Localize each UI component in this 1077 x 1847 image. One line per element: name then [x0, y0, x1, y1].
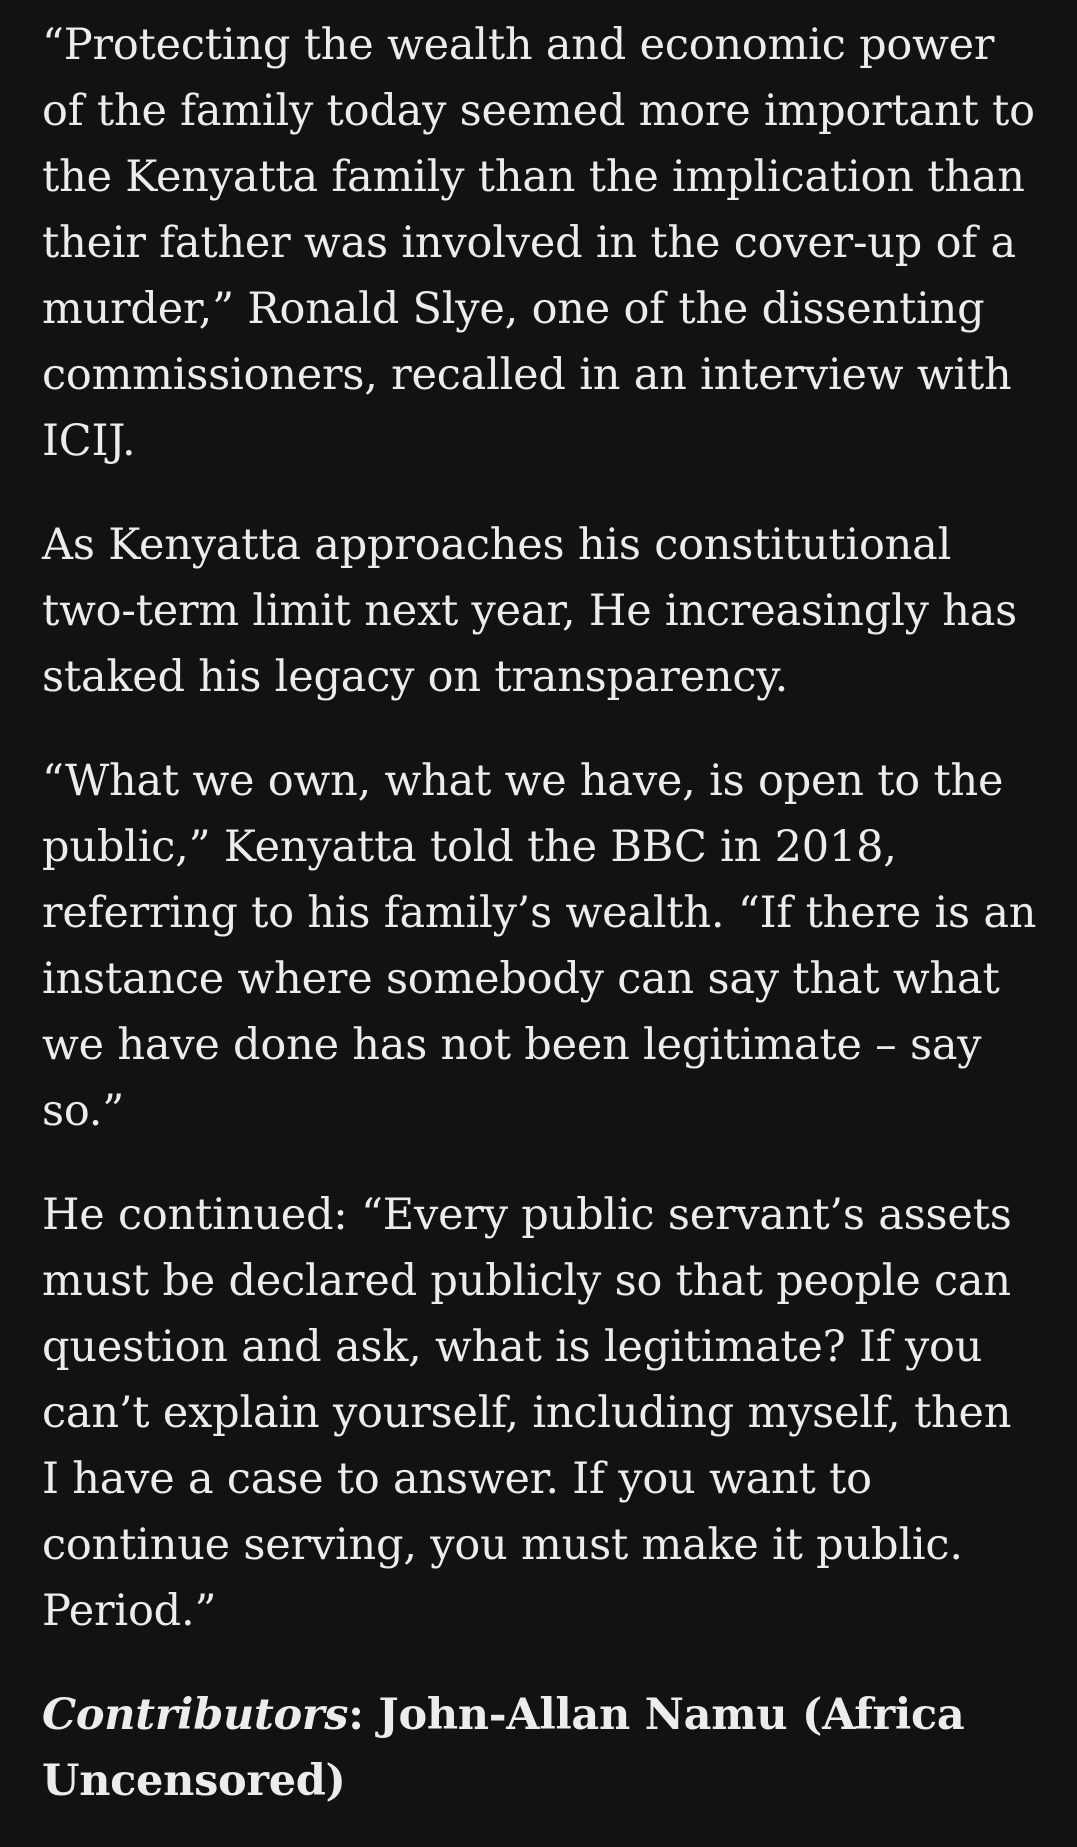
contributors-credit: [42, 1682, 1039, 1814]
contributors-label: Contributors: [42, 1690, 349, 1740]
article-paragraph: “What we own, what we have, is open to the public,” Kenyatta told the BBC in 2018, referring to his family’s wealth. “If there is an instance where somebody can say that what we have done has not been legitimate – say so.”: [42, 756, 1037, 1136]
article-paragraph: As Kenyatta approaches his constitutional two-term limit next year, He increasingly has staked his legacy on transparency.: [42, 520, 1018, 702]
contributors-names: : John-Allan Namu (Africa Uncensored): [42, 1690, 965, 1806]
article-paragraph: He continued: “Every public servant’s assets must be declared publicly so that people can question and ask, what is legitimate? If you can’t explain yourself, including myself, then I have a case to answer. If you want to continue serving, you must make it public. Period.”: [42, 1190, 1012, 1636]
article-paragraph: “Protecting the wealth and economic power of the family today seemed more important to the Kenyatta family than the implication than their father was involved in the cover-up of a murder,” Ronald Slye, one of the dissenting commissioners, recalled in an interview with ICIJ.: [42, 20, 1035, 466]
